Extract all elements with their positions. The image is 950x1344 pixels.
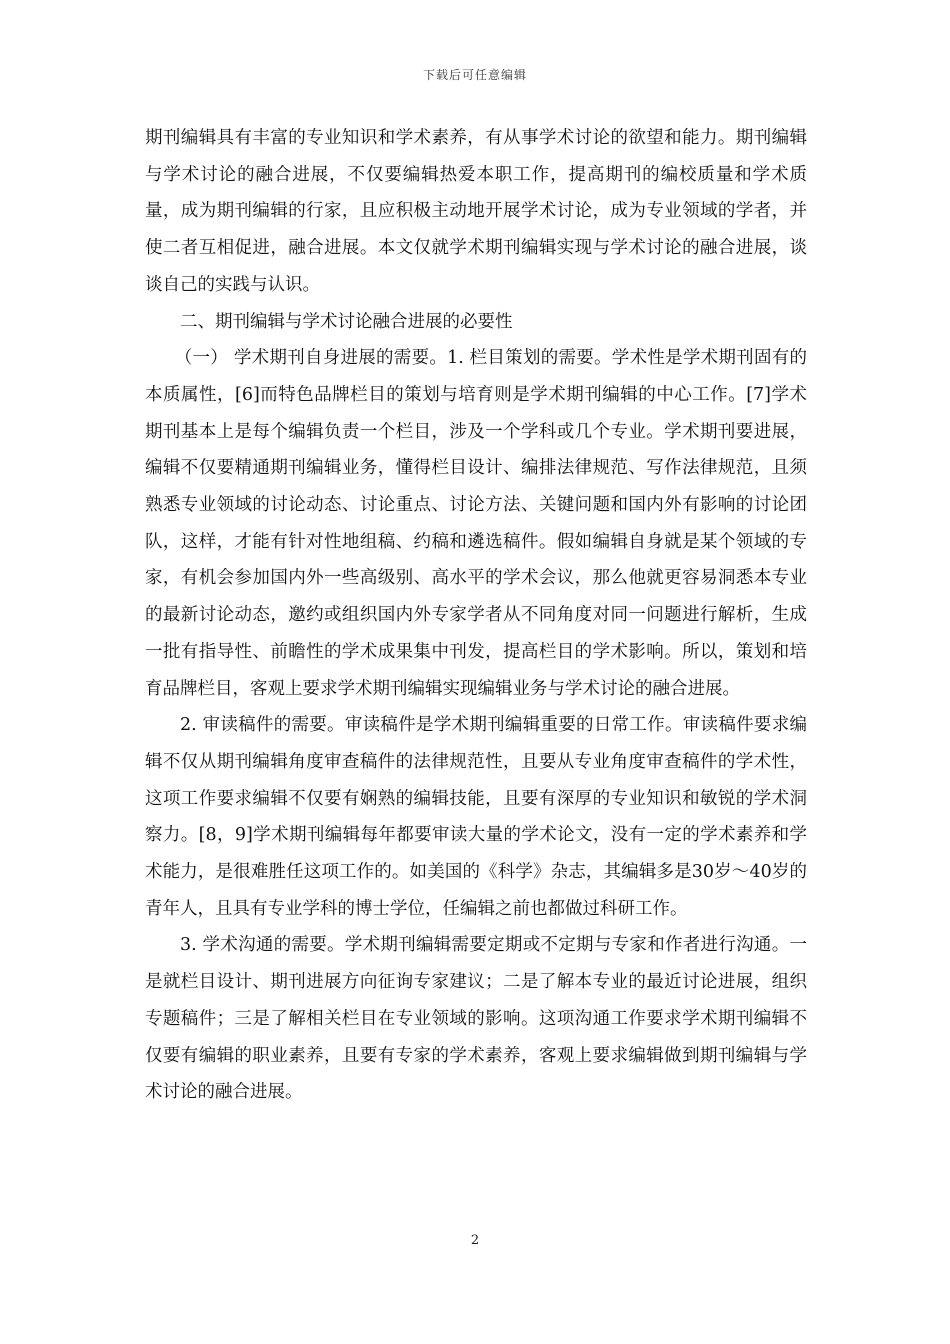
section-heading: 二、期刊编辑与学术讨论融合进展的必要性 bbox=[180, 311, 513, 332]
page-header: 下载后可任意编辑 bbox=[422, 68, 527, 82]
paragraph-subsection-1: （一） 学术期刊自身进展的需要。1. 栏目策划的需要。学术性是学术期刊固有的本质属性，[6]而特色品牌栏目的策划与培育则是学术期刊编辑的中心工作。[7]学术期刊基本上是每个编辑负责一个栏目，涉及一个学科或几个专业。学术期刊要进展，编辑不仅要精通期刊编辑业务，懂得栏目设计、编排法律规范、写作法律规范，且须熟悉专业领域的讨论动态、讨论重点、讨论方法、关键问题和国内外有影响的讨论团队，这样，才能有针对性地组稿、约稿和遴选稿件。假如编辑自身就是某个领域的专家，有机会参加国内外一些高级别、高水平的学术会议，那么他就更容易洞悉本专业的最新讨论动态，邀约或组织国内外专家学者从不同角度对同一问题进行解析，生成一批有指导性、前瞻性的学术成果集中刊发，提高栏目的学术影响。所以，策划和培育品牌栏目，客观上要求学术期刊编辑实现编辑业务与学术讨论的融合进展。 bbox=[145, 348, 807, 699]
page-number: 2 bbox=[470, 1233, 480, 1248]
paragraph-intro: 期刊编辑具有丰富的专业知识和学术素养，有从事学术讨论的欲望和能力。期刊编辑与学术讨论的融合进展，不仅要编辑热爱本职工作，提高期刊的编校质量和学术质量，成为期刊编辑的行家，且应积极主动地开展学术讨论，成为专业领域的学者，并使二者互相促进，融合进展。本文仅就学术期刊编辑实现与学术讨论的融合进展，谈谈自己的实践与认识。 bbox=[145, 128, 807, 295]
document-body bbox=[145, 120, 807, 1111]
paragraph-subsection-2: 2. 审读稿件的需要。审读稿件是学术期刊编辑重要的日常工作。审读稿件要求编辑不仅从期刊编辑角度审查稿件的法律规范性，且要从专业角度审查稿件的学术性，这项工作要求编辑不仅要有娴熟的编辑技能，且要有深厚的专业知识和敏锐的学术洞察力。[8，9]学术期刊编辑每年都要审读大量的学术论文，没有一定的学术素养和学术能力，是很难胜任这项工作的。如美国的《科学》杂志，其编辑多是30岁～40岁的青年人，且具有专业学科的博士学位，任编辑之前也都做过科研工作。 bbox=[145, 715, 807, 919]
paragraph-subsection-3: 3. 学术沟通的需要。学术期刊编辑需要定期或不定期与专家和作者进行沟通。一是就栏目设计、期刊进展方向征询专家建议；二是了解本专业的最近讨论进展，组织专题稿件；三是了解相关栏目在专业领域的影响。这项沟通工作要求学术期刊编辑不仅要有编辑的职业素养，且要有专家的学术素养，客观上要求编辑做到期刊编辑与学术讨论的融合进展。 bbox=[145, 935, 807, 1103]
